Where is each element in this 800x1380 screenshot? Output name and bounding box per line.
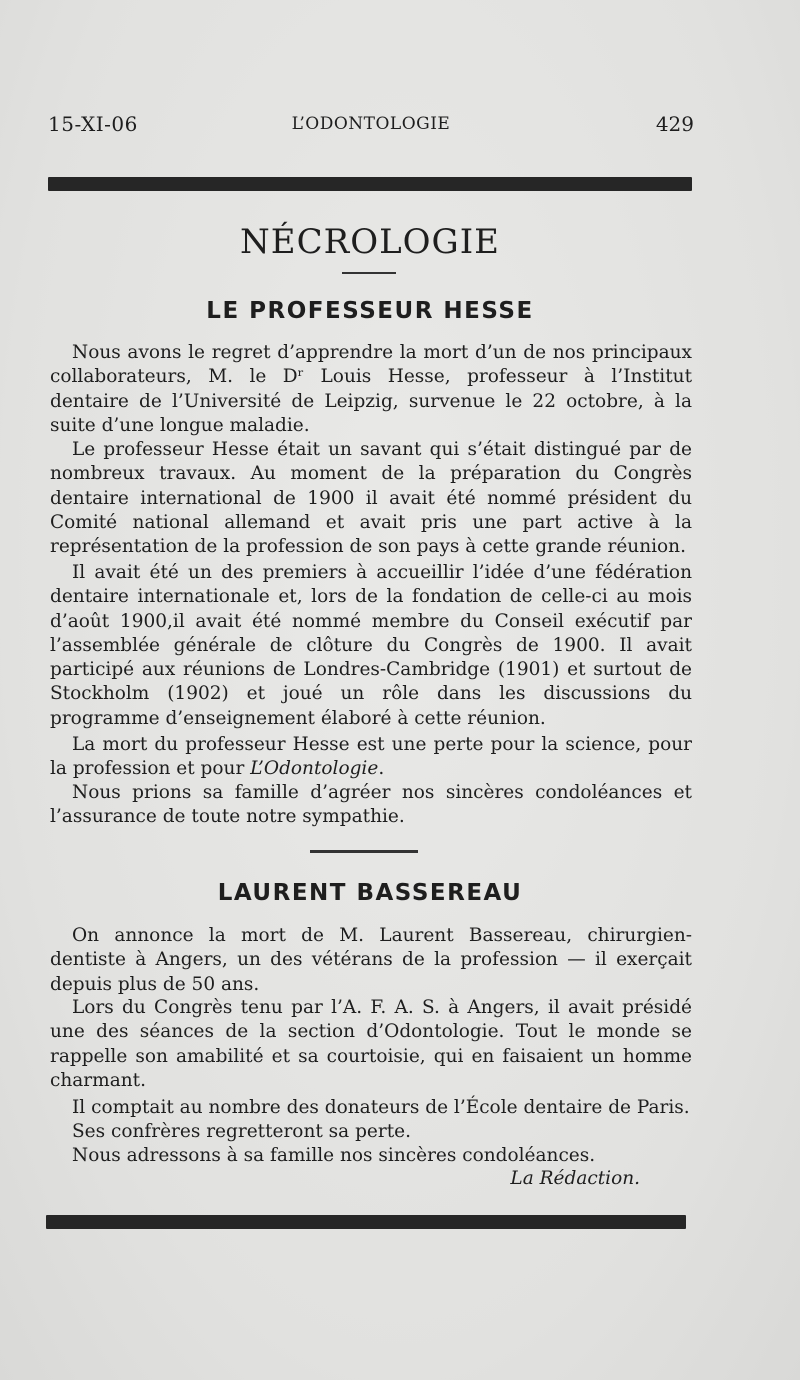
- paragraph-text: .: [378, 758, 385, 780]
- article-paragraph: [50, 733, 692, 782]
- article-paragraph: Nous adressons à sa famille nos sincères condoléances.: [72, 1145, 596, 1166]
- article-paragraph: Le professeur Hesse était un savant qui s’était distingué par de nombreux travaux. Au moment de la préparation du Congrès dentaire international de 1900 il avait été nommé président du Comité national allemand et avait pris une part active à la représentation de la profession de son pays à cette grande réunion.: [50, 439, 692, 558]
- title-divider: [342, 272, 396, 274]
- article-paragraph: Lors du Congrès tenu par l’A. F. A. S. à Angers, il avait présidé une des séances de la section d’Odontologie. Tout le monde se rappelle son amabilité et sa courtoisie, qui en faisaient un homme charmant.: [50, 997, 692, 1091]
- page-number: 429: [655, 112, 694, 136]
- signature: La Rédaction.: [510, 1168, 640, 1189]
- article-paragraph: On annonce la mort de M. Laurent Bassereau, chirurgien-dentiste à Angers, un des vétérans de la profession — il exerçait depuis plus de 50 ans.: [50, 925, 692, 995]
- running-head: [48, 112, 694, 142]
- issue-date: 15-XI-06: [48, 112, 138, 136]
- article-paragraph: Nous prions sa famille d’agréer nos sincères condoléances et l’assurance de toute notre sympathie.: [50, 782, 692, 828]
- article-paragraph: Ses confrères regretteront sa perte.: [72, 1121, 411, 1142]
- article-paragraph: Il comptait au nombre des donateurs de l’École dentaire de Paris.: [72, 1097, 690, 1118]
- article-divider: [310, 850, 418, 853]
- bottom-ornamental-rule: [46, 1215, 686, 1229]
- section-title: NÉCROLOGIE: [240, 222, 500, 262]
- journal-name-italic: L’Odontologie: [250, 758, 379, 780]
- paragraph-text: La mort du professeur Hesse est une perte pour la science, pour la profession et pour: [50, 734, 692, 780]
- article-paragraph: Nous avons le regret d’apprendre la mort d’un de nos principaux collaborateurs, M. le Dʳ Louis Hesse, professeur à l’Institut dentaire de l’Université de Leipzig, survenue le 22 octobre, à la suite d’une longue maladie.: [50, 342, 692, 436]
- top-ornamental-rule: [48, 177, 692, 191]
- article-heading-bassereau: LAURENT BASSEREAU: [217, 880, 523, 906]
- article-heading-hesse: LE PROFESSEUR HESSE: [206, 298, 534, 324]
- article-paragraph: Il avait été un des premiers à accueillir l’idée d’une fédération dentaire internationale et, lors de la fondation de celle-ci au mois d’août 1900,il avait été nommé membre du Conseil exécutif par l’assemblée générale de clôture du Congrès de 1900. Il avait participé aux réunions de Londres-Cambridge (1901) et surtout de Stockholm (1902) et joué un rôle dans les discussions du programme d’enseignement élaboré à cette réunion.: [50, 562, 692, 729]
- journal-title: L’ODONTOLOGIE: [291, 114, 451, 134]
